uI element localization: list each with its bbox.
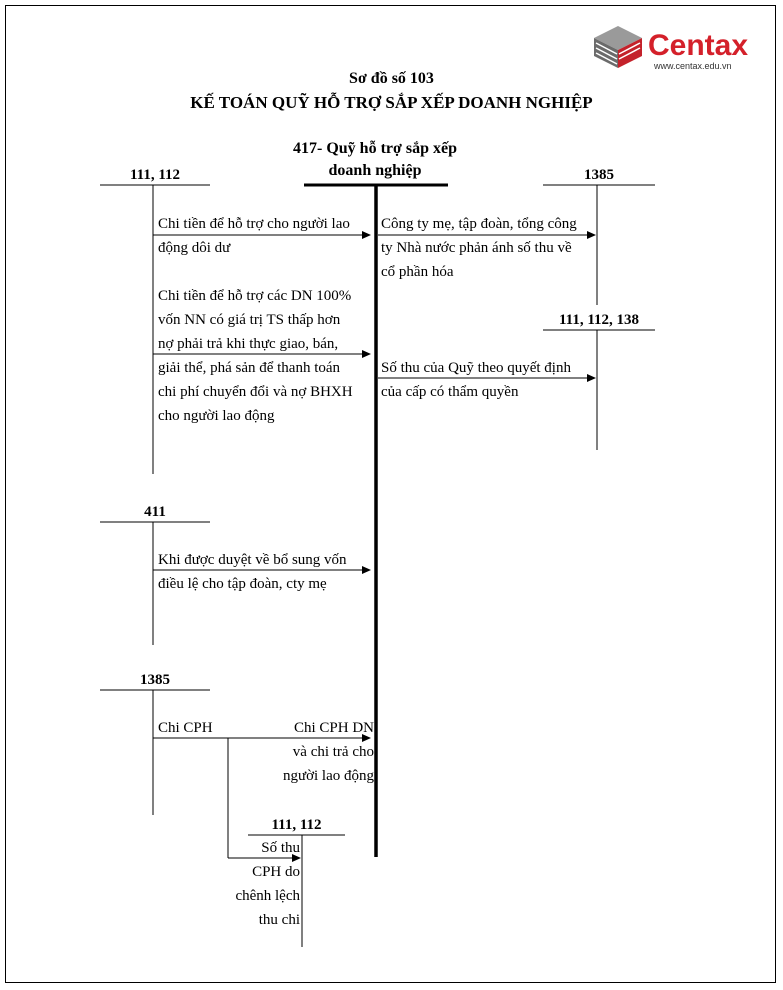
entry-e6-left: Chi CPH <box>158 720 213 736</box>
entry-e7-line: thu chi <box>258 912 300 928</box>
entry-e3-line: cổ phần hóa <box>381 264 454 280</box>
entry-e2-line: vốn NN có giá trị TS thấp hơn <box>158 312 341 328</box>
entry-e7-line: Số thu <box>261 840 300 856</box>
account-417-label-line2: doanh nghiệp <box>328 162 422 179</box>
account-411-label: 411 <box>144 504 166 520</box>
logo-url[interactable]: www.centax.edu.vn <box>654 61 732 71</box>
account-111-112-bottom-label: 111, 112 <box>271 817 322 833</box>
entry-e3-line: ty Nhà nước phản ánh số thu về <box>381 240 572 256</box>
entry-e6-line: và chi trả cho <box>292 744 374 760</box>
page-title: KẾ TOÁN QUỸ HỖ TRỢ SẮP XẾP DOANH NGHIỆP <box>190 93 593 112</box>
entry-e7-line: CPH do <box>252 864 300 880</box>
entry-e6-line: người lao động <box>282 768 374 784</box>
entry-e1-line: Chi tiền để hỗ trợ cho người lao <box>158 216 350 232</box>
entry-e5-line: điều lệ cho tập đoàn, cty mẹ <box>158 576 327 592</box>
entry-e5-line: Khi được duyệt về bổ sung vốn <box>158 552 347 568</box>
account-111-112-138-label: 111, 112, 138 <box>558 312 640 328</box>
entry-e2-line: nợ phải trả khi thực giao, bán, <box>158 336 339 352</box>
account-1385-right-label: 1385 <box>584 167 614 183</box>
account-1385-bottom-label: 1385 <box>140 672 170 688</box>
diagram-number: Sơ đồ số 103 <box>349 70 434 87</box>
entry-e2-line: chi phí chuyển đổi và nợ BHXH <box>158 384 353 400</box>
account-417-label-line1: 417- Quỹ hỗ trợ sắp xếp <box>293 140 457 157</box>
entry-e2-line: giải thể, phá sản để thanh toán <box>158 360 341 376</box>
entry-e1-line: động dôi dư <box>158 240 231 256</box>
entry-e6-line: Chi CPH DN <box>293 720 374 736</box>
entry-e4-line: Số thu của Quỹ theo quyết định <box>381 360 571 376</box>
account-111-112-top-label: 111, 112 <box>129 167 181 183</box>
logo-brand-name: Centax <box>648 29 749 62</box>
entry-e3-line: Công ty mẹ, tập đoàn, tổng công <box>381 216 577 232</box>
entry-e7-line: chênh lệch <box>235 888 300 904</box>
entry-e4-line: của cấp có thẩm quyền <box>381 384 519 400</box>
entry-e2-line: Chi tiền để hỗ trợ các DN 100% <box>158 288 352 304</box>
entry-e2-line: cho người lao động <box>158 408 275 424</box>
